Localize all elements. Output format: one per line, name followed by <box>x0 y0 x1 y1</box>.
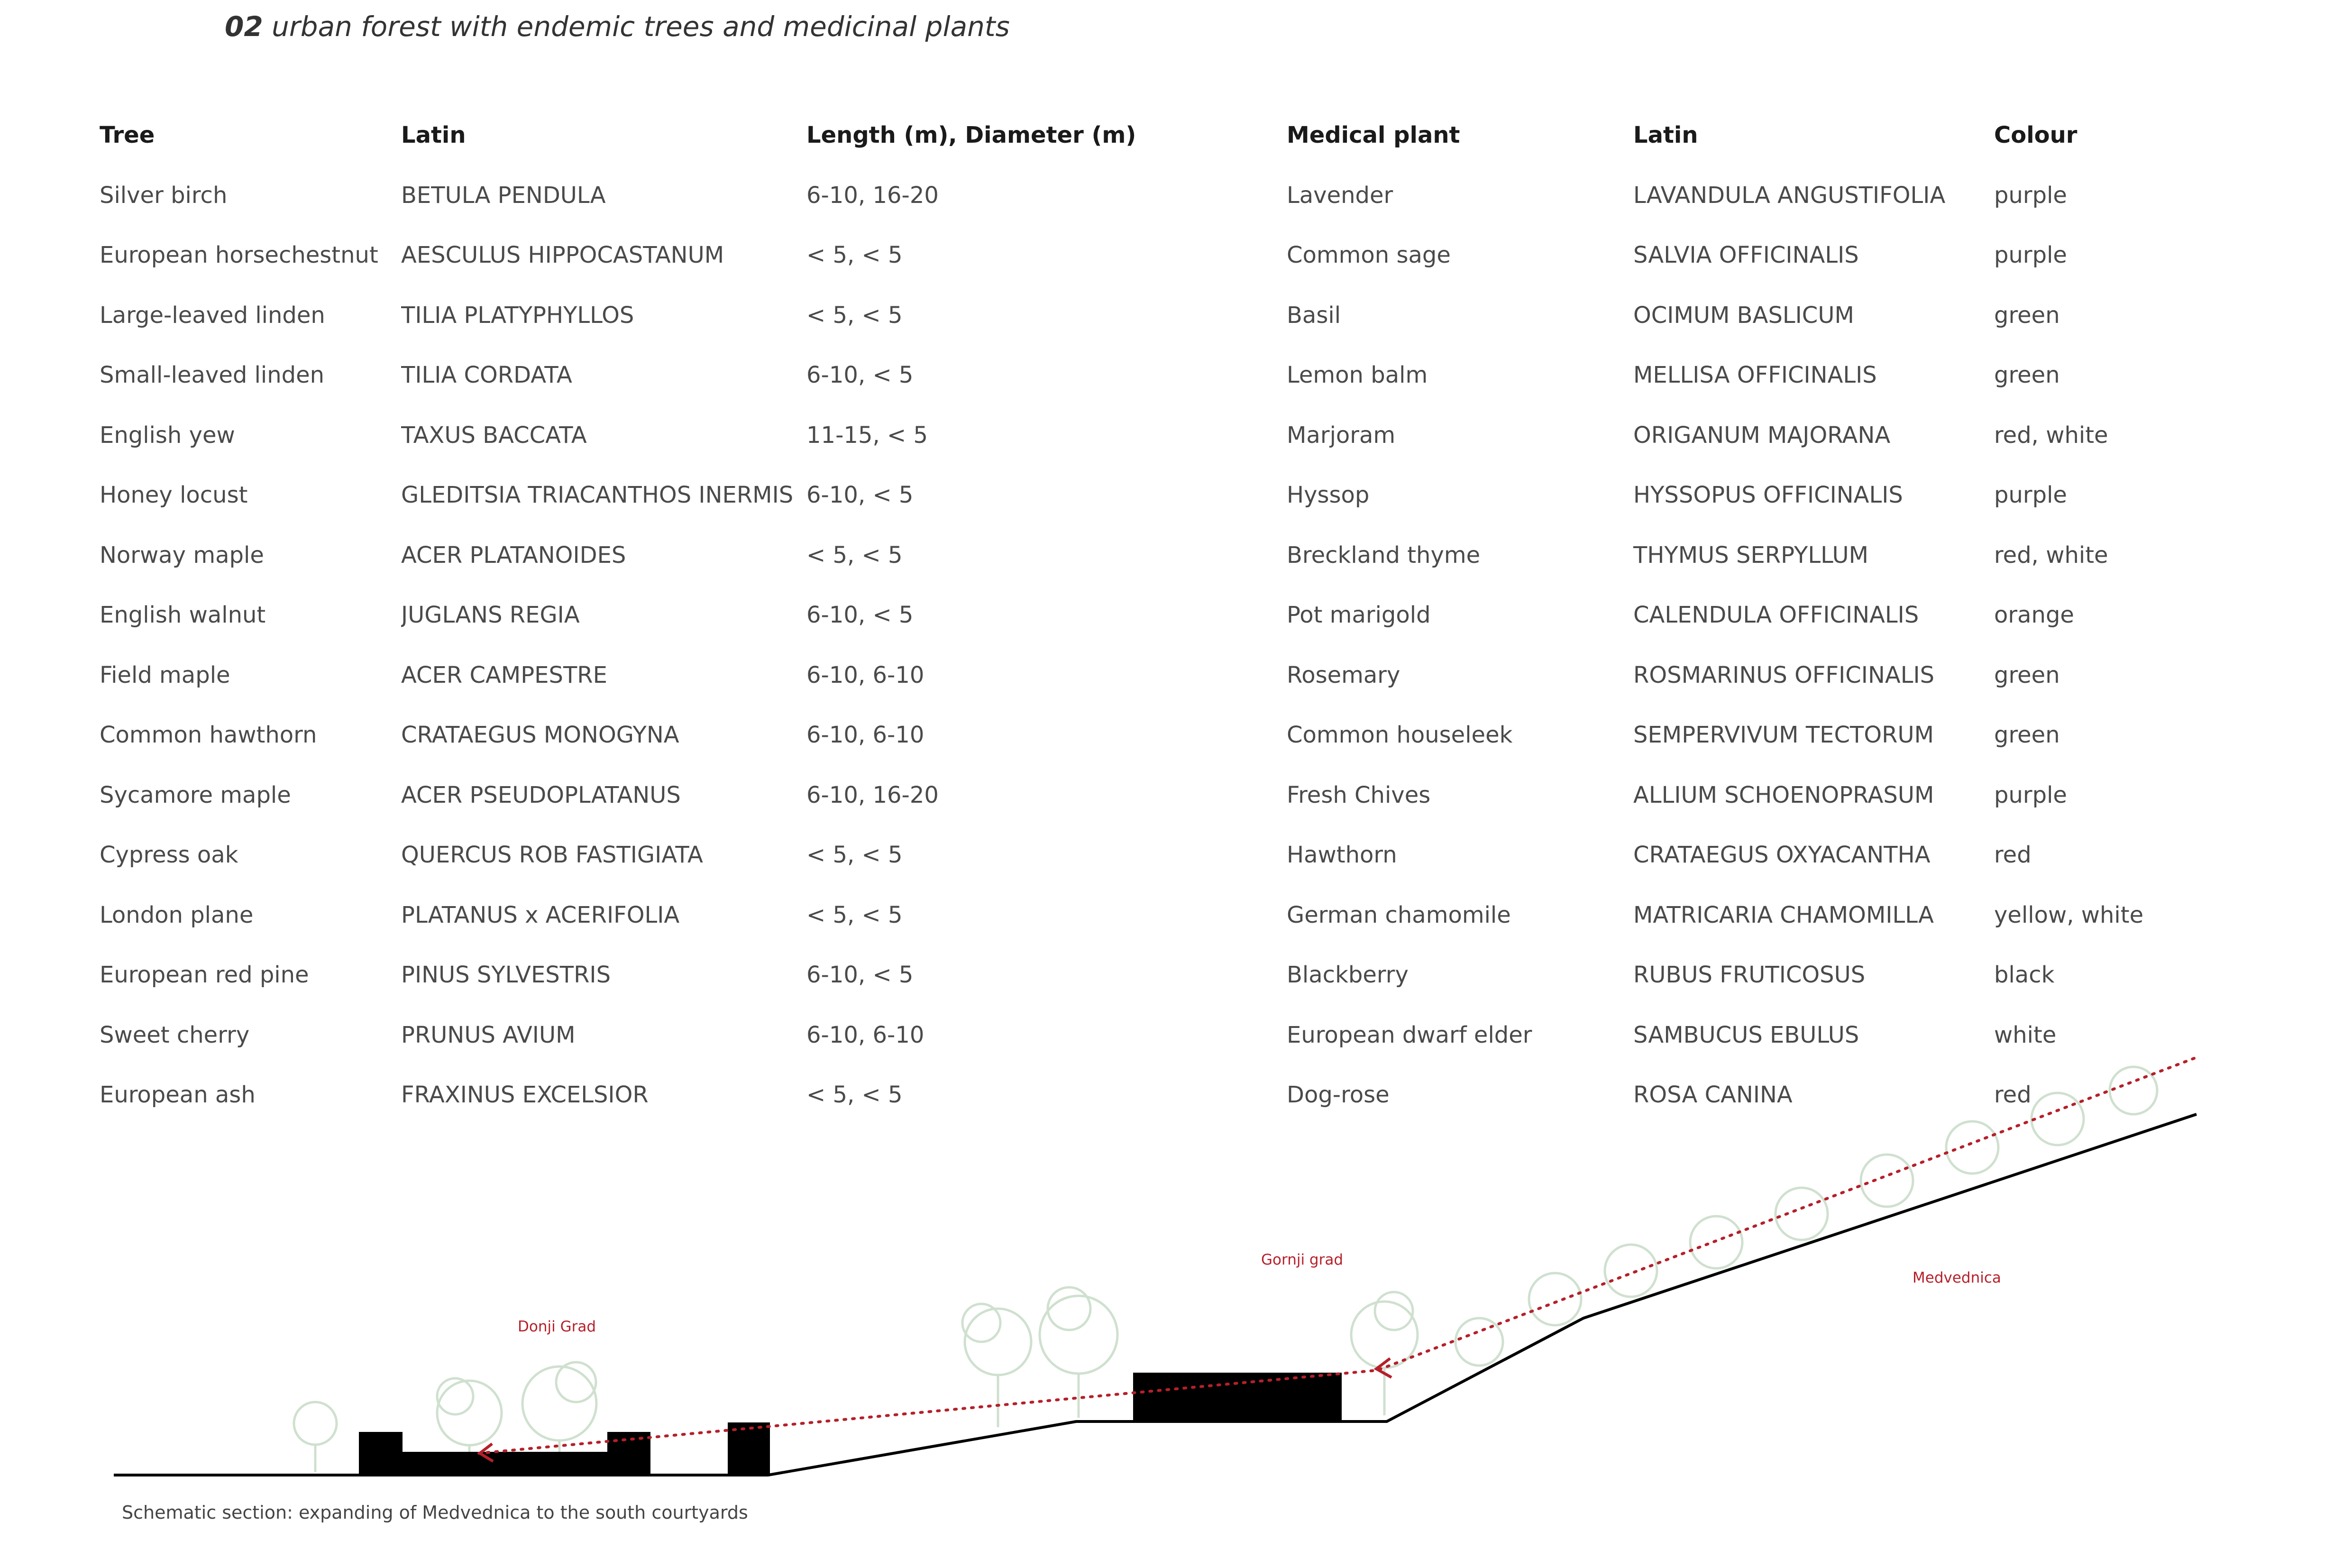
tree-name: European red pine <box>100 962 309 989</box>
tree-dimensions: 6-10, 6-10 <box>806 722 924 749</box>
plant-latin: OCIMUM BASLICUM <box>1633 302 1854 329</box>
tree-latin: TILIA CORDATA <box>401 362 572 389</box>
tree-latin: TAXUS BACCATA <box>401 422 587 449</box>
plant-name: Hawthorn <box>1287 842 1397 869</box>
tree-dimensions: < 5, < 5 <box>806 242 903 269</box>
plant-name: Blackberry <box>1287 962 1409 989</box>
tree-name: Common hawthorn <box>100 722 317 749</box>
header-medical-plant: Medical plant <box>1287 122 1460 149</box>
plant-latin: LAVANDULA ANGUSTIFOLIA <box>1633 182 1946 209</box>
building-gornji <box>1133 1373 1342 1421</box>
plant-name: Common houseleek <box>1287 722 1513 749</box>
tree-latin: AESCULUS HIPPOCASTANUM <box>401 242 724 269</box>
plant-colour: green <box>1994 722 2060 749</box>
label-donji-grad: Donji Grad <box>518 1318 596 1335</box>
plant-latin: SAMBUCUS EBULUS <box>1633 1021 1859 1048</box>
tree-latin: ACER PLATANOIDES <box>401 541 626 569</box>
plant-latin: RUBUS FRUTICOSUS <box>1633 962 1866 989</box>
plant-name: European dwarf elder <box>1287 1021 1532 1048</box>
tree-name: Small-leaved linden <box>100 362 325 389</box>
tree-mid-2 <box>1040 1287 1117 1418</box>
tree-dimensions: < 5, < 5 <box>806 302 903 329</box>
header-plant-latin: Latin <box>1633 122 1698 149</box>
plant-name: German chamomile <box>1287 901 1511 928</box>
plant-latin: ORIGANUM MAJORANA <box>1633 422 1891 449</box>
header-tree-latin: Latin <box>401 122 466 149</box>
tree-latin: ACER CAMPESTRE <box>401 661 607 688</box>
plant-name: Marjoram <box>1287 422 1396 449</box>
tree-latin: PRUNUS AVIUM <box>401 1021 576 1048</box>
tree-dimensions: < 5, < 5 <box>806 1082 903 1109</box>
tree-name: English walnut <box>100 602 266 629</box>
plant-colour: black <box>1994 962 2055 989</box>
building-donji-low <box>403 1452 607 1475</box>
plant-latin: CRATAEGUS OXYACANTHA <box>1633 842 1931 869</box>
plant-latin: CALENDULA OFFICINALIS <box>1633 602 1919 629</box>
tree-dimensions: 6-10, 6-10 <box>806 1021 924 1048</box>
label-medvednica: Medvednica <box>1913 1269 2001 1286</box>
plant-name: Rosemary <box>1287 661 1400 688</box>
tree-name: Field maple <box>100 661 230 688</box>
tree-latin: JUGLANS REGIA <box>401 602 580 629</box>
plant-name: Common sage <box>1287 242 1451 269</box>
tree-dimensions: < 5, < 5 <box>806 842 903 869</box>
plant-latin: THYMUS SERPYLLUM <box>1633 541 1869 569</box>
tree-dimensions: < 5, < 5 <box>806 901 903 928</box>
tree-gornji-1 <box>1351 1292 1418 1415</box>
plant-latin: SALVIA OFFICINALIS <box>1633 242 1859 269</box>
tree-dimensions: 6-10, 16-20 <box>806 182 939 209</box>
figure-title-text: urban forest with endemic trees and medicinal plants <box>272 10 1010 43</box>
tree-name: Honey locust <box>100 482 248 509</box>
plant-colour: green <box>1994 661 2060 688</box>
label-gornji-grad: Gornji grad <box>1261 1251 1344 1268</box>
tree-dimensions: 6-10, < 5 <box>806 482 914 509</box>
plant-colour: red <box>1994 1082 2032 1109</box>
plant-name: Pot marigold <box>1287 602 1431 629</box>
tree-dimensions: < 5, < 5 <box>806 541 903 569</box>
tree-latin: TILIA PLATYPHYLLOS <box>401 302 634 329</box>
tree-latin: FRAXINUS EXCELSIOR <box>401 1082 649 1109</box>
plant-colour: purple <box>1994 482 2067 509</box>
plant-colour: red <box>1994 842 2032 869</box>
plant-name: Fresh Chives <box>1287 781 1431 808</box>
tree-name: European horsechestnut <box>100 242 378 269</box>
plant-name: Lemon balm <box>1287 362 1428 389</box>
tree-dimensions: 6-10, < 5 <box>806 962 914 989</box>
tree-name: Large-leaved linden <box>100 302 325 329</box>
tree-latin: QUERCUS ROB FASTIGIATA <box>401 842 703 869</box>
tree-name: Silver birch <box>100 182 228 209</box>
tree-dimensions: 6-10, 16-20 <box>806 781 939 808</box>
tree-dimensions: 6-10, 6-10 <box>806 661 924 688</box>
plant-name: Breckland thyme <box>1287 541 1481 569</box>
tree-name: London plane <box>100 901 254 928</box>
plant-colour: red, white <box>1994 422 2108 449</box>
plant-latin: HYSSOPUS OFFICINALIS <box>1633 482 1903 509</box>
plant-colour: white <box>1994 1021 2057 1048</box>
tree-donji-1 <box>294 1402 337 1472</box>
tree-latin: BETULA PENDULA <box>401 182 606 209</box>
plant-colour: yellow, white <box>1994 901 2144 928</box>
plant-latin: ALLIUM SCHOENOPRASUM <box>1633 781 1934 808</box>
plant-colour: purple <box>1994 242 2067 269</box>
plant-latin: ROSA CANINA <box>1633 1082 1793 1109</box>
tree-name: Sweet cherry <box>100 1021 250 1048</box>
tree-latin: GLEDITSIA TRIACANTHOS INERMIS <box>401 482 794 509</box>
header-colour: Colour <box>1994 122 2077 149</box>
plant-latin: SEMPERVIVUM TECTORUM <box>1633 722 1934 749</box>
tree-name: Cypress oak <box>100 842 238 869</box>
building-donji-right <box>607 1432 650 1475</box>
tree-latin: PLATANUS x ACERIFOLIA <box>401 901 680 928</box>
tree-name: Norway maple <box>100 541 264 569</box>
tree-latin: ACER PSEUDOPLATANUS <box>401 781 681 808</box>
plant-colour: purple <box>1994 182 2067 209</box>
plant-colour: red, white <box>1994 541 2108 569</box>
plant-latin: MELLISA OFFICINALIS <box>1633 362 1877 389</box>
plant-name: Hyssop <box>1287 482 1370 509</box>
plant-name: Lavender <box>1287 182 1393 209</box>
header-tree: Tree <box>100 122 155 149</box>
tree-dimensions: 6-10, < 5 <box>806 362 914 389</box>
place-labels <box>518 1251 2001 1335</box>
tree-latin: PINUS SYLVESTRIS <box>401 962 611 989</box>
plant-latin: ROSMARINUS OFFICINALIS <box>1633 661 1935 688</box>
plant-latin: MATRICARIA CHAMOMILLA <box>1633 901 1934 928</box>
tree-name: European ash <box>100 1082 256 1109</box>
header-dimensions: Length (m), Diameter (m) <box>806 122 1136 149</box>
figure-number: 02 <box>225 10 263 43</box>
plant-name: Basil <box>1287 302 1341 329</box>
plant-name: Dog-rose <box>1287 1082 1390 1109</box>
tree-dimensions: 11-15, < 5 <box>806 422 928 449</box>
plant-colour: green <box>1994 302 2060 329</box>
tree-name: English yew <box>100 422 235 449</box>
plant-colour: green <box>1994 362 2060 389</box>
plant-colour: orange <box>1994 602 2074 629</box>
section-caption: Schematic section: expanding of Medvednica to the south courtyards <box>122 1502 748 1523</box>
building-donji-left <box>359 1432 403 1475</box>
forest-canopy-slope <box>1455 1067 2157 1366</box>
tree-latin: CRATAEGUS MONOGYNA <box>401 722 679 749</box>
tree-name: Sycamore maple <box>100 781 291 808</box>
plant-colour: purple <box>1994 781 2067 808</box>
tree-dimensions: 6-10, < 5 <box>806 602 914 629</box>
